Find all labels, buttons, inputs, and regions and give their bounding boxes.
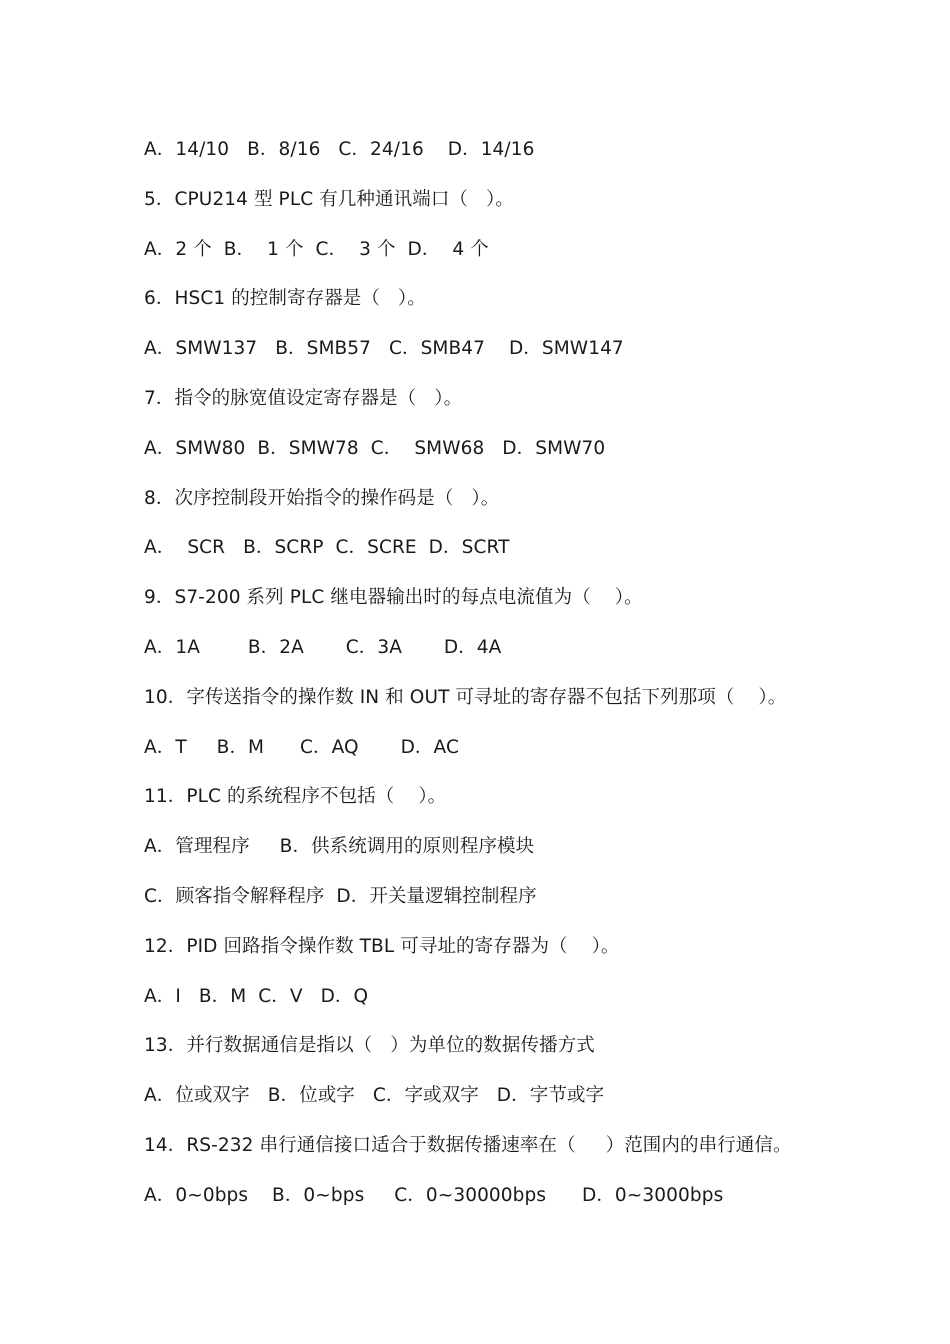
question-9: 9．S7-200 系列 PLC 继电器输出时的每点电流值为（ ）。 <box>144 587 643 609</box>
options-q10: A．T B．M C．AQ D．AC <box>144 736 459 758</box>
question-10: 10．字传送指令的操作数 IN 和 OUT 可寻址的寄存器不包括下列那项（ ）。 <box>144 686 787 708</box>
question-14: 14．RS-232 串行通信接口适合于数据传播速率在（ ）范围内的串行通信。 <box>144 1134 792 1156</box>
question-5: 5．CPU214 型 PLC 有几种通讯端口（ ）。 <box>144 188 514 210</box>
question-13: 13．并行数据通信是指以（ ）为单位的数据传播方式 <box>144 1035 595 1057</box>
question-12: 12．PID 回路指令操作数 TBL 可寻址的寄存器为（ ）。 <box>144 935 620 957</box>
options-q13: A．位或双字 B．位或字 C．字或双字 D．字节或字 <box>144 1085 605 1107</box>
options-q11-cd: C．顾客指令解释程序 D．开关量逻辑控制程序 <box>144 885 537 907</box>
question-list <box>144 136 914 1232</box>
options-q12: A．I B．M C．V D．Q <box>144 985 369 1007</box>
options-q7: A．SMW80 B．SMW78 C． SMW68 D．SMW70 <box>144 437 606 459</box>
options-q9: A．1A B．2A C．3A D．4A <box>144 636 502 658</box>
options-q5: A．2 个 B． 1 个 C． 3 个 D． 4 个 <box>144 238 489 260</box>
question-7: 7．指令的脉宽值设定寄存器是（ ）。 <box>144 387 463 409</box>
options-q4: A．14/10 B．8/16 C．24/16 D．14/16 <box>144 139 535 160</box>
question-6: 6．HSC1 的控制寄存器是（ ）。 <box>144 288 426 310</box>
options-q8: A． SCR B．SCRP C．SCRE D．SCRT <box>144 537 510 559</box>
options-q14: A．0~0bps B．0~bps C．0~30000bps D．0~3000bps <box>144 1184 724 1206</box>
question-8: 8．次序控制段开始指令的操作码是（ ）。 <box>144 487 500 509</box>
question-11: 11．PLC 的系统程序不包括（ ）。 <box>144 786 447 808</box>
options-q6: A．SMW137 B．SMB57 C．SMB47 D．SMW147 <box>144 338 624 360</box>
options-q11-ab: A．管理程序 B．供系统调用的原则程序模块 <box>144 836 535 858</box>
